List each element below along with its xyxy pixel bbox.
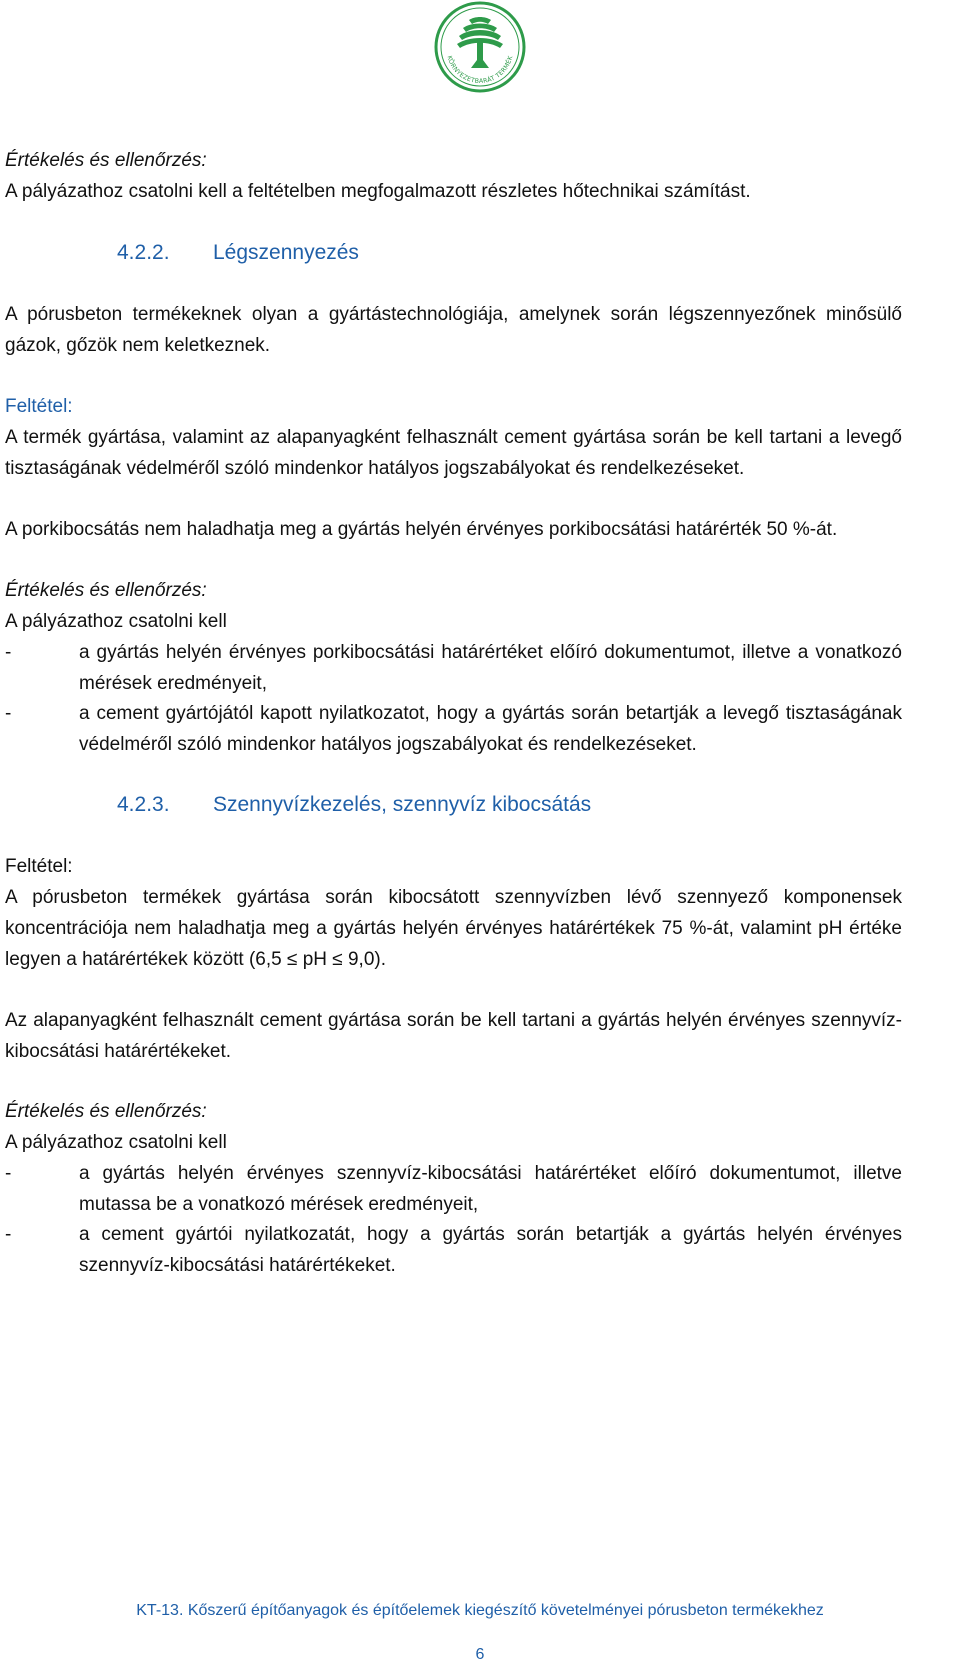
eval2-list-item bbox=[5, 637, 902, 699]
eval1-text: A pályázathoz csatolni kell a feltételben megfogalmazott részletes hőtechnikai számítást. bbox=[5, 181, 751, 202]
list-item-text: a cement gyártói nyilatkozatát, hogy a gyártás során betartják a gyártás helyén érvényes szennyvíz-kibocsátási határértékeket. bbox=[79, 1224, 902, 1276]
list-dash: - bbox=[5, 1224, 12, 1245]
eval2-list-item bbox=[5, 698, 902, 760]
paragraph-cement: Az alapanyagként felhasznált cement gyártása során be kell tartani a gyártás helyén érvényes szennyvíz-kibocsátási határértékeket. bbox=[5, 1010, 902, 1062]
eval3-intro: A pályázathoz csatolni kell bbox=[5, 1132, 227, 1153]
list-item-text: a gyártás helyén érvényes porkibocsátási határértéket előíró dokumentumot, illetve a vonatkozó mérések eredményeit, bbox=[79, 642, 902, 694]
eco-label-logo bbox=[433, 0, 527, 94]
list-item-text: a gyártás helyén érvényes szennyvíz-kibocsátási határértéket előíró dokumentumot, illetve mutassa be a vonatkozó mérések eredményeit, bbox=[79, 1163, 902, 1215]
section-number-423: 4.2.3. bbox=[117, 793, 170, 816]
condition2-text: A pórusbeton termékek gyártása során kibocsátott szennyvízben lévő szennyező komponensek koncentrációja nem haladhatja meg a gyártás helyén érvényes határértékek 75 %-át, valamint pH értéke legyen a határértékek között (6,5 ≤ pH ≤ 9,0). bbox=[5, 887, 902, 970]
paragraph-porkibocsatas: A porkibocsátás nem haladhatja meg a gyártás helyén érvényes porkibocsátási határérték 50 %-át. bbox=[5, 519, 838, 540]
eval3-list-item bbox=[5, 1158, 902, 1220]
section-title-422: Légszennyezés bbox=[213, 241, 359, 264]
eval3-title: Értékelés és ellenőrzés: bbox=[5, 1101, 207, 1122]
section-title-423: Szennyvízkezelés, szennyvíz kibocsátás bbox=[213, 793, 592, 816]
page-number: 6 bbox=[475, 1646, 485, 1663]
condition2-title: Feltétel: bbox=[5, 856, 73, 877]
paragraph-porus: A pórusbeton termékeknek olyan a gyártástechnológiája, amelynek során légszennyezőnek minősülő gázok, gőzök nem keletkeznek. bbox=[5, 304, 902, 356]
eval2-title: Értékelés és ellenőrzés: bbox=[5, 580, 207, 601]
list-dash: - bbox=[5, 1163, 12, 1184]
footer-title: KT-13. Kőszerű építőanyagok és építőelemek kiegészítő követelményei pórusbeton termékekhez bbox=[136, 1602, 824, 1619]
list-dash: - bbox=[5, 642, 12, 663]
eval3-list-item bbox=[5, 1219, 902, 1281]
list-dash: - bbox=[5, 703, 12, 724]
section-number-422: 4.2.2. bbox=[117, 241, 170, 264]
condition1-text: A termék gyártása, valamint az alapanyagként felhasznált cement gyártása során be kell tartani a levegő tisztaságának védelméről szóló mindenkor hatályos jogszabályokat és rendelkezéseket. bbox=[5, 427, 902, 479]
condition1-title: Feltétel: bbox=[5, 396, 73, 417]
logo-arc-text: KÖRNYEZETBARÁT TERMÉK bbox=[445, 54, 515, 86]
list-item-text: a cement gyártójától kapott nyilatkozatot, hogy a gyártás során betartják a levegő tisztaságának védelméről szóló mindenkor hatályos jogszabályokat és rendelkezéseket. bbox=[79, 703, 902, 755]
eval2-intro: A pályázathoz csatolni kell bbox=[5, 611, 227, 632]
eval1-title: Értékelés és ellenőrzés: bbox=[5, 150, 207, 171]
